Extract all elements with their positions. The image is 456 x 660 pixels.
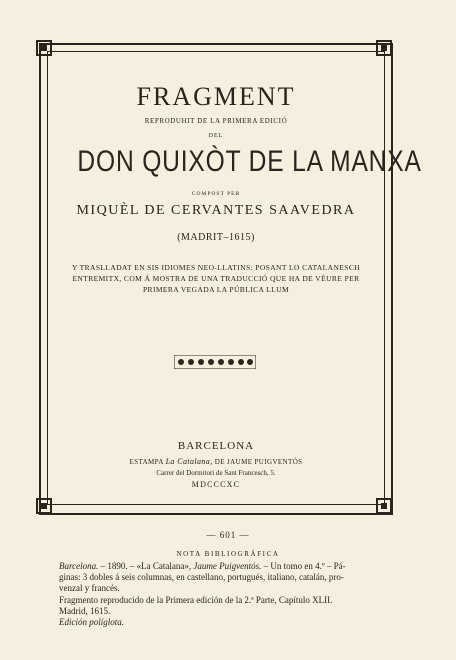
imprint-press <box>47 457 385 466</box>
note-line: Barcelona. – 1890. – «La Catalana», Jaume Puigventós. – Un tomo en 4.º – Pá- <box>59 561 346 571</box>
translation-description: Y TRASLLADAT EN SIS IDIOMES NEO-LLATINS: POSANT LO CATALANESCH ENTREMITX, COM Á MOSTRA DE UNA TRADUCCIÓ QUE HA DE VÈURE PER PRIMERA VEGADA LA PÚBLICA LLUM <box>71 263 361 294</box>
corner-ornament-icon <box>35 39 53 57</box>
note-line: venzal y francés. <box>59 583 120 594</box>
note-line: Edición políglota. <box>59 617 124 628</box>
press-name: La Catalana, <box>165 457 213 466</box>
note-printer: Jaume Puigventós. <box>193 561 262 571</box>
note-line: ginas: 3 dobles á seis columnas, en castellano, portugués, italiano, catalán, pro- <box>59 572 344 583</box>
corner-ornament-icon <box>375 39 393 57</box>
bibliographic-note <box>59 561 389 628</box>
author-name: MIQUÈL DE CERVANTES SAAVEDRA <box>76 203 356 218</box>
place-year: (MADRIT–1615) <box>177 232 255 243</box>
note-line: Madrid, 1615. <box>59 605 111 616</box>
work-title: DON QUIXÒT DE LA MANXA <box>77 145 422 178</box>
compost-per-line: COMPOST PER <box>191 191 241 197</box>
reproduced-line: REPRODUHIT DE LA PRIMERA EDICIÓ <box>144 117 288 125</box>
page-number: — 601 — <box>206 530 250 540</box>
fragment-heading: FRAGMENT <box>136 82 296 111</box>
corner-ornament-icon <box>35 497 53 515</box>
imprint-city: BARCELONA <box>177 440 255 452</box>
note-city: Barcelona. <box>59 561 99 571</box>
press-prefix: ESTAMPA <box>129 458 164 466</box>
del-line: DEL <box>208 133 224 139</box>
corner-ornament-icon <box>375 497 393 515</box>
fleuron-ornament-icon <box>174 355 256 369</box>
bibliographic-note-heading: NOTA BIBLIOGRÁFICA <box>176 550 280 558</box>
press-suffix: DE JAUME PUIGVENTÓS <box>214 458 303 466</box>
imprint-year: MDCCCXC <box>191 480 241 489</box>
imprint-address: Carrer del Dormitori de Sant Francesch, 5. <box>156 469 276 477</box>
note-line: Fragmento reproducido de la Primera edición de la 2.ª Parte, Capítulo XLII. <box>59 594 333 605</box>
